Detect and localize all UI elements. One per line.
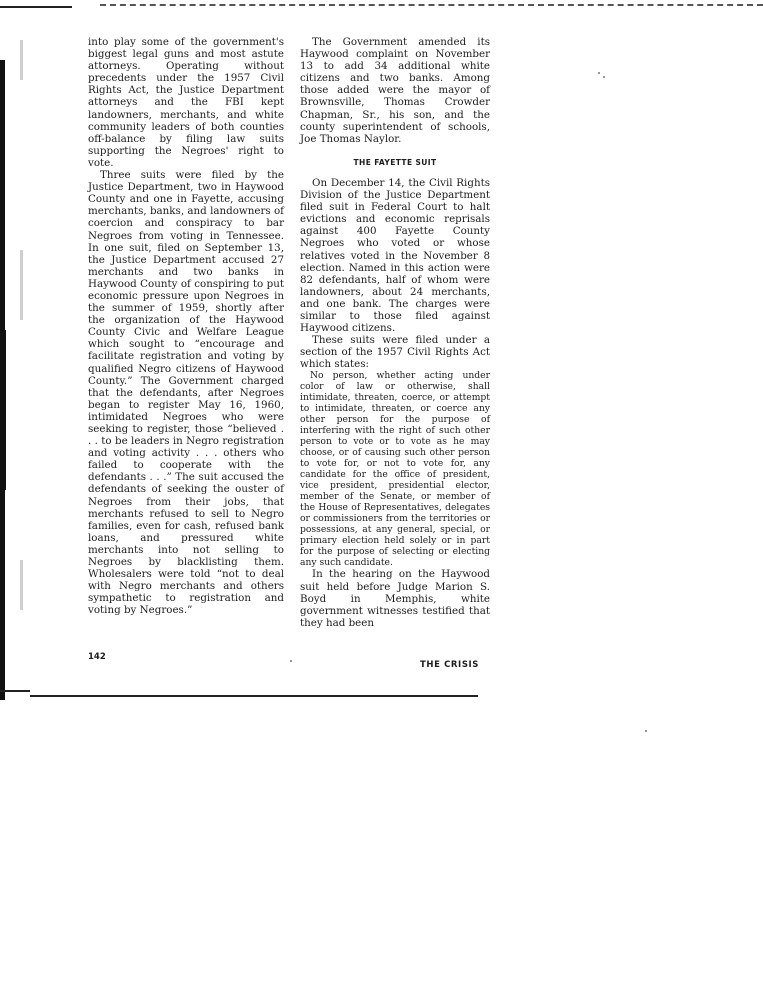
statute-quote: No person, whether acting under color of law or otherwise, shall intimidate, threaten, coerce, or attempt to intimidate, threaten, or coerce any other person for the purpose of interfering with the right of such other person to vote or to vote as he may choose, or of causing such other person to vote for, or not to vote for, any candidate for the office of president, vice president, presidential elector, member of the Senate, or member of the House of Representatives, delegates or commissioners from the territories or possessions, at any general, special, or primary election held solely or in part for the purpose of selecting or electing any such candidate. xyxy=(300,370,490,569)
scan-edge-left-dark xyxy=(0,330,6,490)
page-number: 142 xyxy=(88,652,106,662)
body-paragraph: In the hearing on the Haywood suit held before Judge Marion S. Boyd in Memphis, white government witnesses testified that they had been xyxy=(300,568,490,629)
section-heading: THE FAYETTE SUIT xyxy=(353,157,437,167)
scan-speck xyxy=(598,72,600,74)
text-column-right xyxy=(300,36,490,629)
scan-edge-top-left xyxy=(0,6,72,8)
body-paragraph: The Government amended its Haywood complaint on November 13 to add 34 additional white citizens and two banks. Among those added were the mayor of Brownsville, Thomas Crowder Chapman, Sr., his son, and the county superintendent of schools, Joe Thomas Naylor. xyxy=(300,36,490,145)
scan-speck xyxy=(603,76,605,78)
body-paragraph: These suits were filed under a section of the 1957 Civil Rights Act which states: xyxy=(300,334,490,371)
scan-artifact xyxy=(20,560,23,610)
publication-title: THE CRISIS xyxy=(420,660,480,670)
scan-artifact xyxy=(20,40,23,80)
scan-edge-corner xyxy=(0,690,30,692)
scan-artifact xyxy=(20,250,23,320)
page-bottom-rule xyxy=(30,695,478,697)
scan-speck xyxy=(290,660,292,662)
body-paragraph: On December 14, the Civil Rights Division of the Justice Department filed suit in Federal Court to halt evictions and economic reprisals against 400 Fayette County Negroes who voted or whose relatives voted in the November 8 election. Named in this action were 82 defendants, half of whom were landowners, about 24 merchants, and one bank. The charges were similar to those filed against Haywood citizens. xyxy=(300,176,490,335)
text-column-left xyxy=(88,36,284,617)
scan-edge-top xyxy=(100,4,763,6)
scan-speck xyxy=(645,730,647,732)
body-paragraph: into play some of the government's biggest legal guns and most astute attorneys. Operating without precedents under the 1957 Civil Rights Act, the Justice Department attorneys and the FBI kept landowners, merchants, and white community leaders of both counties off-balance by filing law suits supporting the Negroes' right to vote. xyxy=(88,36,284,169)
body-paragraph: Three suits were filed by the Justice Department, two in Haywood County and one in Fayette, accusing merchants, banks, and landowners of coercion and conspiracy to bar Negroes from voting in Tennessee. In one suit, filed on September 13, the Justice Department accused 27 merchants and two banks in Haywood County of conspiring to put economic pressure upon Negroes in the summer of 1959, shortly after the organization of the Haywood County Civic and Welfare League which sought to “encourage and facilitate registration and voting by qualified Negro citizens of Haywood County.” The Government charged that the defendants, after Negroes began to register May 16, 1960, intimidated Negroes who were seeking to register, those “believed . . . to be leaders in Negro registration and voting activity . . . others who failed to cooperate with the defendants . . .” The suit accused the defendants of seeking the ouster of Negroes from their jobs, that merchants refused to sell to Negro families, even for cash, refused bank loans, and pressured white merchants into not selling to Negroes by blacklisting them. Wholesalers were told “not to deal with Negro merchants and others sympathetic to registration and voting by Negroes.” xyxy=(88,169,284,617)
